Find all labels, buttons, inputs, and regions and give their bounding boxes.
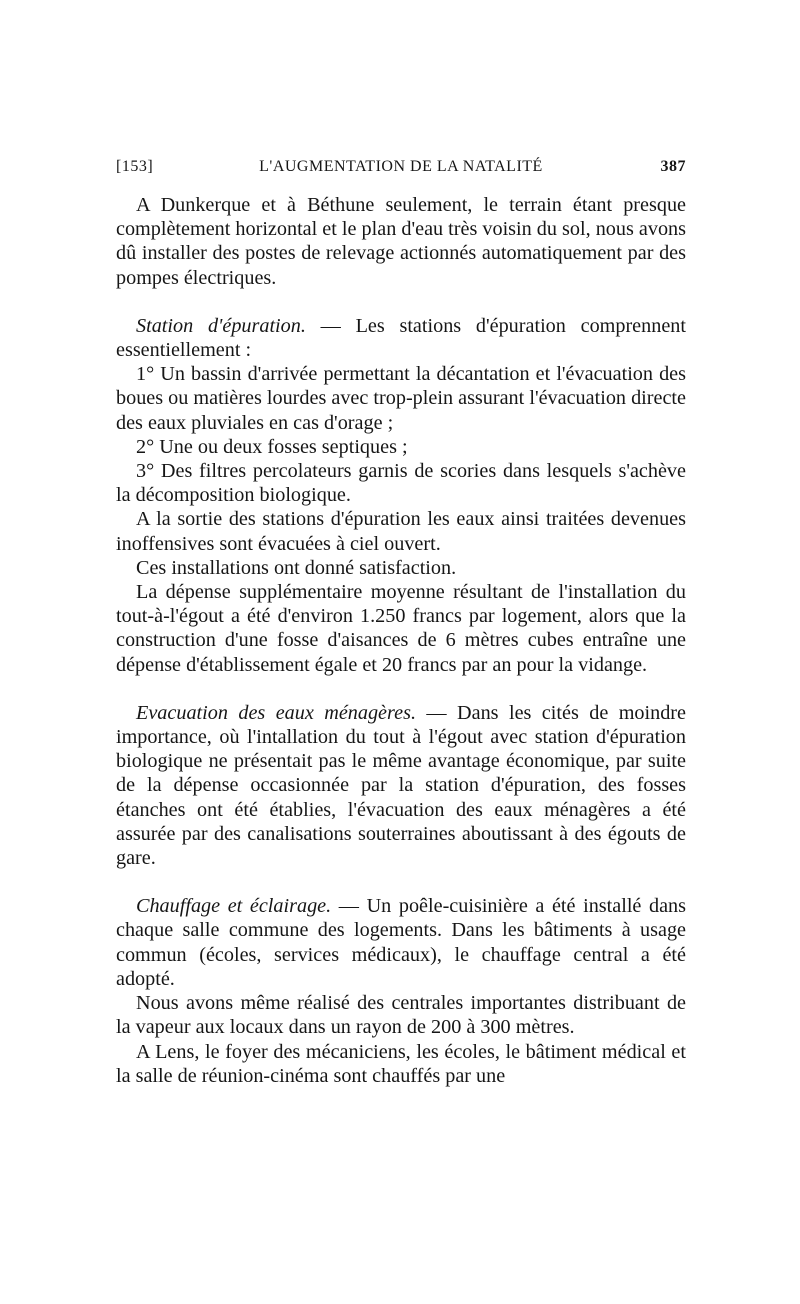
paragraph-text: 2° Une ou deux fosses septiques ; [136,435,408,458]
paragraph-text: — Un poêle-cuisinière a été installé dans chaque salle commune des logements. Dans les bâtiments à usage commun (écoles, services médicaux), le chauffage central a été adopté. [116,895,686,990]
list-item [116,459,686,507]
paragraph-text: — Dans les cités de moindre importance, où l'intallation du tout à l'égout avec station d'épuration biologique ne présentait pas le même avantage économique, par suite de la dépense occasionnée par la station d'épuration, des fosses étanches ont été établies, l'évacuation des eaux ménagères a été assurée par des canalisations souterraines aboutissant à des égouts de gare. [116,701,686,870]
list-item [116,362,686,435]
paragraph-text: La dépense supplémentaire moyenne résultant de l'installation du tout-à-l'égout a été d'environ 1.250 francs par logement, alors que la construction d'une fosse d'aisances de 6 mètres cubes entraîne une dépense d'établissement égale et 20 francs par an pour la vidange. [116,581,686,676]
section-paragraph-evacuation [116,701,686,870]
paragraph-text: Ces installations ont donné satisfaction. [136,556,457,579]
page-body [116,193,686,1088]
section-title: Evacuation des eaux ménagères. [136,701,416,724]
section-title: Chauffage et éclairage. [136,895,332,918]
paragraph-text: 1° Un bassin d'arrivée permettant la décantation et l'évacuation des boues ou matières lourdes avec trop-plein assurant l'évacuation directe des eaux pluviales en cas d'orage ; [116,363,686,434]
paragraph-text: 3° Des filtres percolateurs garnis de scories dans lesquels s'achève la décomposition biologique. [116,460,686,507]
paragraph [116,1040,686,1088]
paragraph [116,507,686,555]
paragraph [116,556,686,580]
paragraph-text: A Dunkerque et à Béthune seulement, le terrain étant presque complètement horizontal et le plan d'eau très voisin du sol, nous avons dû installer des postes de relevage actionnés automatiquement par des pompes électriques. [116,194,686,289]
running-header [116,158,686,184]
section-paragraph-station-epuration [116,314,686,362]
paragraph [116,193,686,290]
section-title: Station d'épuration. [136,314,306,337]
page-number: 387 [660,158,686,175]
paragraph-text: A Lens, le foyer des mécaniciens, les écoles, le bâtiment médical et la salle de réunion-cinéma sont chauffés par une [116,1040,686,1087]
paragraph [116,580,686,677]
header-title: L'AUGMENTATION DE LA NATALITÉ [259,158,543,175]
list-item [116,435,686,459]
paragraph-text: Nous avons même réalisé des centrales importantes distribuant de la vapeur aux locaux dans un rayon de 200 à 300 mètres. [116,992,686,1039]
paragraph-text: A la sortie des stations d'épuration les eaux ainsi traitées devenues inoffensives sont évacuées à ciel ouvert. [116,508,686,555]
header-bracket-number: [153] [116,158,154,175]
paragraph [116,991,686,1039]
paragraph-text: — Les stations d'épuration comprennent essentiellement : [116,314,686,362]
section-paragraph-chauffage [116,894,686,991]
